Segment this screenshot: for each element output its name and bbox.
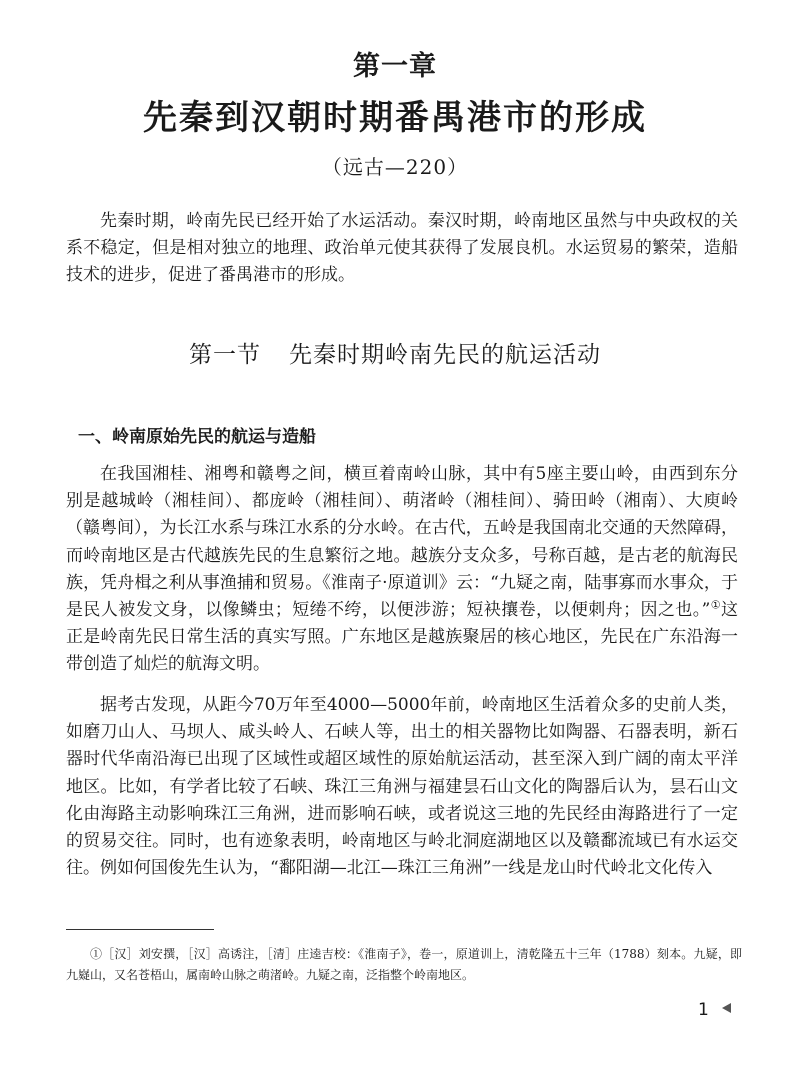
chapter-title: 先秦到汉朝时期番禺港市的形成 — [143, 98, 647, 138]
intro-paragraph: 先秦时期，岭南先民已经开始了水运活动。秦汉时期，岭南地区虽然与中央政权的关系不稳定，但是相对独立的地理、政治单元使其获得了发展良机。水运贸易的繁荣，造船技术的进步，促进了番禺港市的形成。 — [66, 211, 738, 286]
paragraph-1-tail: 这正是岭南先民日常生活的真实写照。广东地区是越族聚居的核心地区，先民在广东沿海一带创造了灿烂的航海文明。 — [66, 600, 738, 675]
section-title: 先秦时期岭南先民的航运活动 — [289, 342, 601, 368]
body-paragraph-1 — [66, 461, 738, 679]
footnote: ①［汉］刘安撰，［汉］高诱注，［清］庄逵吉校：《淮南子》，卷一，原道训上，清乾隆五十三年（1788）刻本。九疑，即九嶷山，又名苍梧山，属南岭山脉之萌渚岭。九疑之南，泛指整个岭南地区。 — [66, 947, 742, 982]
chapter-period: （远古—220） — [321, 155, 469, 179]
section-heading — [0, 336, 790, 369]
paragraph-1-text: 在我国湘桂、湘粤和赣粤之间，横亘着南岭山脉，其中有5座主要山岭，由西到东分别是越城岭（湘桂间）、都庞岭（湘桂间）、萌渚岭（湘桂间）、骑田岭（湘南）、大庾岭（赣粤间），为长江水系与珠江水系的分水岭。在古代，五岭是我国南北交通的天然障碍，而岭南地区是古代越族先民的生息繁衍之地。越族分支众多，号称百越，是古老的航海民族，凭舟楫之利从事渔捕和贸易。《淮南子·原道训》云：“九疑之南，陆事寡而水事众，于是民人被发文身，以像鳞虫；短绻不绔，以便涉游；短袂攘卷，以便刺舟；因之也。” — [66, 464, 738, 621]
page-number: 1 — [698, 1000, 709, 1020]
chapter-label: 第一章 — [353, 51, 437, 82]
body-paragraph-2: 据考古发现，从距今70万年至4000—5000年前，岭南地区生活着众多的史前人类，如磨刀山人、马坝人、咸头岭人、石峡人等，出土的相关器物比如陶器、石器表明，新石器时代华南沿海已出现了区域性或超区域性的原始航运活动，甚至深入到广阔的南太平洋地区。比如，有学者比较了石峡、珠江三角洲与福建昙石山文化的陶器后认为，昙石山文化由海路主动影响珠江三角洲，进而影响石峡，或者说这三地的先民经由海路进行了一定的贸易交往。同时，也有迹象表明，岭南地区与岭北洞庭湖地区以及赣鄱流域已有水运交往。例如何国俊先生认为，“鄱阳湖—北江—珠江三角洲”一线是龙山时代岭北文化传入 — [66, 695, 738, 879]
subsection-heading: 一、岭南原始先民的航运与造船 — [78, 427, 316, 447]
footnote-marker[interactable]: ① — [710, 598, 721, 612]
section-number: 第一节 — [189, 342, 261, 368]
footnote-divider — [66, 929, 214, 930]
page-arrow-icon — [722, 1003, 731, 1013]
